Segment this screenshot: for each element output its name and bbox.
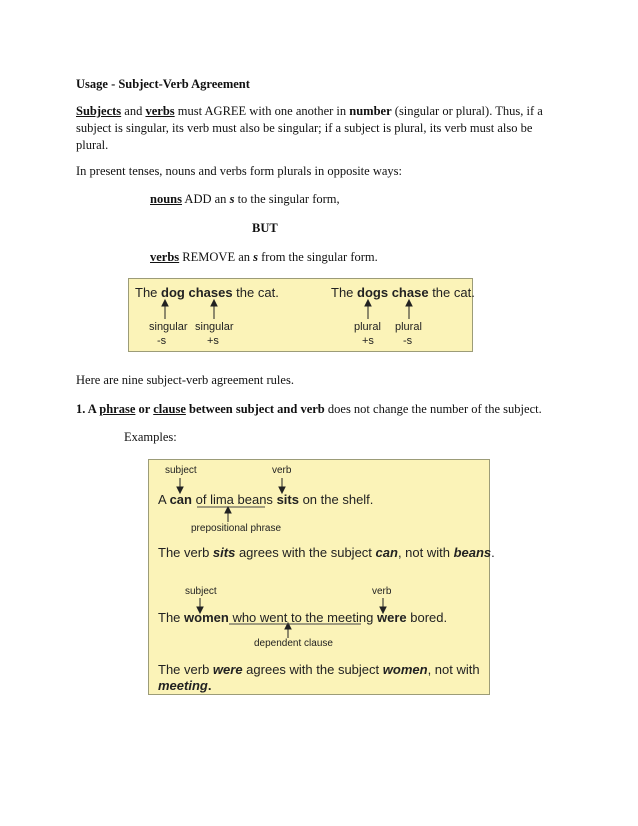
figure-1-arrows <box>129 279 474 353</box>
word: The <box>331 285 358 300</box>
word: The verb <box>158 545 213 560</box>
intro-line-1 <box>76 103 576 120</box>
word: bored. <box>406 610 448 625</box>
explanation-2 <box>158 662 480 694</box>
word: The <box>135 285 162 300</box>
explanation-2-line-2 <box>158 678 480 694</box>
intro-text: and <box>121 104 146 118</box>
label-singular: singular <box>195 321 234 333</box>
verb-were: were <box>212 662 243 677</box>
word: agrees with the subject <box>242 662 383 677</box>
explanation-1 <box>158 545 495 560</box>
figure-examples <box>148 459 495 695</box>
term-verbs: verbs <box>150 250 180 264</box>
intro-text: must AGREE with one another in <box>174 104 350 118</box>
examples-label: Examples: <box>124 430 177 444</box>
word: the cat. <box>428 285 475 300</box>
word: The <box>158 610 185 625</box>
rule-1 <box>76 401 542 418</box>
term-nouns: nouns <box>150 192 182 206</box>
nine-rules-text: Here are nine subject-verb agreement rules. <box>76 373 294 387</box>
rule-number: 1. A <box>76 402 100 416</box>
nouns-text: ADD an <box>181 192 230 206</box>
verb-chases: chases <box>188 285 233 300</box>
example-sentence-2 <box>158 610 447 625</box>
subject-can: can <box>375 545 398 560</box>
subject-women: women <box>382 662 428 677</box>
verb-chase: chase <box>391 285 429 300</box>
noun-dogs: dogs <box>357 285 389 300</box>
intro-line-2: subject is singular, its verb must also be singular; if a subject is plural, its verb must also be <box>76 121 533 135</box>
verbs-text: from the singular form. <box>258 250 378 264</box>
letter-s: s <box>253 250 258 264</box>
label-plural: plural <box>395 321 422 333</box>
label-verb: verb <box>372 586 392 597</box>
label-subject: subject <box>165 465 197 476</box>
label-verb: verb <box>272 465 292 476</box>
explanation-2-line-1 <box>158 662 480 678</box>
intro-paragraph <box>76 103 576 154</box>
label-plural: plural <box>354 321 381 333</box>
intro-text: (singular or plural). Thus, if a <box>391 104 543 118</box>
verb-were: were <box>376 610 407 625</box>
verbs-text: REMOVE an <box>179 250 254 264</box>
but-label: BUT <box>252 221 278 235</box>
doc-title: Usage - Subject-Verb Agreement <box>76 77 250 91</box>
verbs-rule <box>150 249 378 266</box>
label-plus-s: +s <box>362 335 374 347</box>
rule-text: does not change the number of the subject. <box>324 402 542 416</box>
word: the cat. <box>232 285 279 300</box>
word: agrees with the subject <box>235 545 376 560</box>
word: The verb <box>158 662 213 677</box>
intro-line-3: plural. <box>76 138 109 152</box>
word: . <box>491 545 495 560</box>
word: on the shelf. <box>298 492 374 507</box>
noun-beans: beans <box>453 545 492 560</box>
noun-meeting: meeting <box>158 678 208 693</box>
label-singular: singular <box>149 321 188 333</box>
verb-sits: sits <box>276 492 299 507</box>
label-plus-s: +s <box>207 335 219 347</box>
subject-can: can <box>169 492 192 507</box>
term-subjects: Subjects <box>76 104 122 118</box>
term-clause: clause <box>153 402 186 416</box>
nouns-rule <box>150 191 340 208</box>
label-dependent-clause: dependent clause <box>254 638 333 649</box>
figure-singular-plural <box>128 278 473 352</box>
word: A <box>158 492 170 507</box>
word: . <box>207 678 212 693</box>
noun-dog: dog <box>161 285 185 300</box>
label-minus-s: -s <box>403 335 413 347</box>
term-number: number <box>349 104 392 118</box>
clause-who-went: who went to the meeting <box>232 610 374 625</box>
rule-text: between subject and verb <box>185 402 325 416</box>
present-tense-text: In present tenses, nouns and verbs form plurals in opposite ways: <box>76 164 402 178</box>
nouns-text: to the singular form, <box>234 192 340 206</box>
verb-sits: sits <box>212 545 236 560</box>
term-phrase: phrase <box>99 402 136 416</box>
label-subject: subject <box>185 586 217 597</box>
word: , not with <box>427 662 480 677</box>
example-sentence-1 <box>158 492 373 507</box>
rule-text: or <box>135 402 154 416</box>
word: , not with <box>397 545 454 560</box>
letter-s: s <box>229 192 235 206</box>
term-verbs: verbs <box>145 104 175 118</box>
phrase-of-lima-beans: of lima beans <box>195 492 273 507</box>
subject-women: women <box>184 610 229 625</box>
label-minus-s: -s <box>157 335 167 347</box>
label-prepositional-phrase: prepositional phrase <box>191 523 282 534</box>
